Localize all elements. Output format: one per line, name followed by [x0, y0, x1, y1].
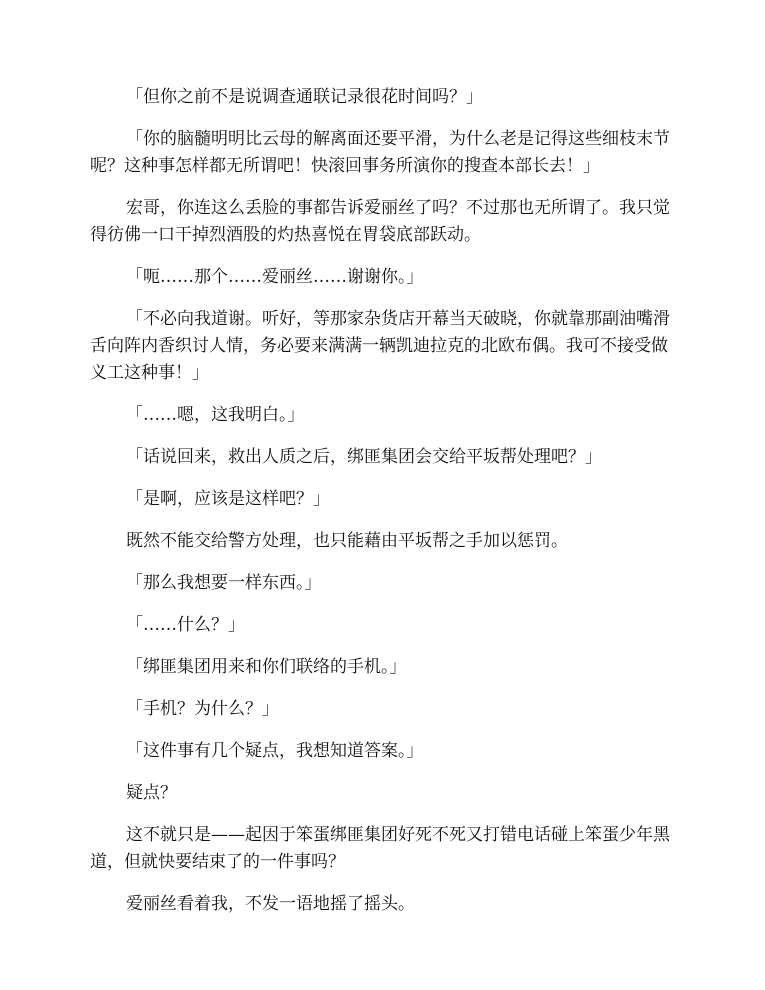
paragraph: 「那么我想要一样东西。」: [126, 573, 322, 593]
paragraph: 「不必向我道谢。听好，等那家杂货店开幕当天破晓，你就靠那副油嘴滑舌向阵内香织讨人情，务必要来满满一辆凯迪拉克的北欧布偶。我可不接受做义工这种事！」: [90, 309, 670, 383]
paragraph: 疑点？: [126, 783, 177, 803]
paragraph: 「是啊，应该是这样吧？」: [126, 489, 330, 509]
paragraph: 爱丽丝看着我，不发一语地摇了摇头。: [126, 894, 415, 914]
paragraph: 宏哥，你连这么丢脸的事都告诉爱丽丝了吗？不过那也无所谓了。我只觉得彷佛一口干掉烈酒股的灼热喜悦在胃袋底部跃动。: [90, 198, 670, 245]
paragraph: 「……嗯，这我明白。」: [126, 405, 305, 425]
paragraph: 「这件事有几个疑点，我想知道答案。」: [126, 741, 424, 761]
paragraph: 「绑匪集团用来和你们联络的手机。」: [126, 657, 407, 677]
paragraph: 「呃……那个……爱丽丝……谢谢你。」: [126, 267, 424, 287]
paragraph: 「……什么？」: [126, 615, 245, 635]
paragraph: 「但你之前不是说调查通联记录很花时间吗？」: [126, 87, 483, 107]
paragraph: 既然不能交给警方处理，也只能藉由平坂帮之手加以惩罚。: [126, 531, 568, 551]
document-page: [90, 84, 675, 933]
paragraph: 「你的脑髓明明比云母的解离面还要平滑，为什么老是记得这些细枝末节呢？这种事怎样都无所谓吧！快滚回事务所演你的搜查本部长去！」: [90, 129, 670, 176]
paragraph: 「话说回来，救出人质之后，绑匪集团会交给平坂帮处理吧？」: [126, 447, 602, 467]
paragraph: 「手机？为什么？」: [126, 699, 279, 719]
paragraph: 这不就只是——起因于笨蛋绑匪集团好死不死又打错电话碰上笨蛋少年黑道，但就快要结束了的一件事吗？: [90, 825, 670, 872]
